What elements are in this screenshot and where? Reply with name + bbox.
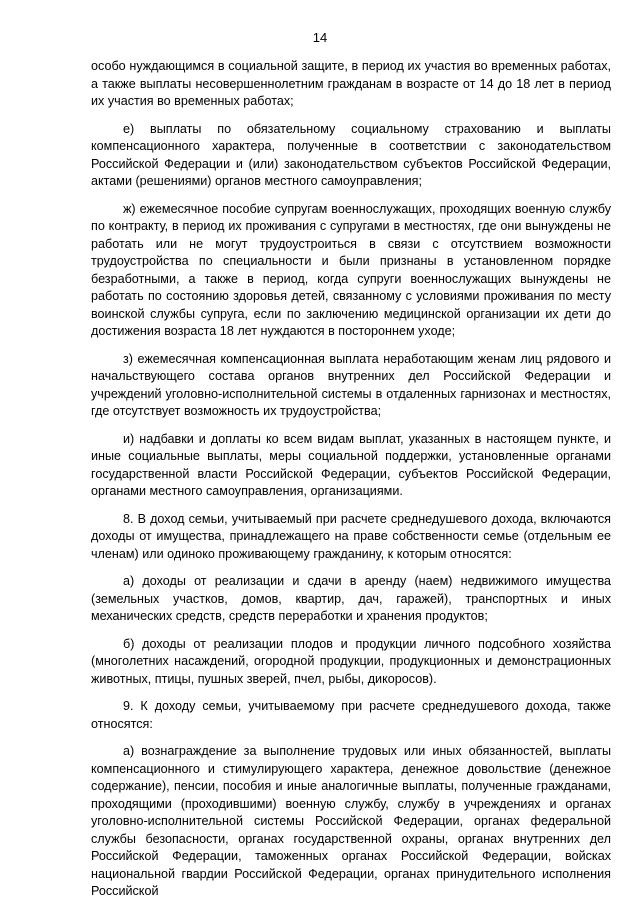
- paragraph-continuation: особо нуждающимся в социальной защите, в период их участия во временных работах, а также выплаты несовершеннолетним гражданам в возрасте от 14 до 18 лет в период их участия во временных работах;: [91, 59, 611, 108]
- paragraph-clause-9-a: а) вознаграждение за выполнение трудовых или иных обязанностей, выплаты компенсационного и стимулирующего характера, денежное довольствие (денежное содержание), пенсии, пособия и иные аналогичные выплаты, полученные гражданами, проходящими (проходившими) военную службу, службу в учреждениях и органах уголовно-исполнительной системы Российской Федерации, органах федеральной службы безопасности, органах государственной охраны, органах внутренних дел Российской Федерации, таможенных органах Российской Федерации, войсках национальной гвардии Российской Федерации, органах принудительного исполнения Российской: [91, 744, 611, 898]
- page-number: 14: [312, 30, 328, 45]
- paragraph-item-i: и) надбавки и доплаты ко всем видам выплат, указанных в настоящем пункте, и иные социальные выплаты, меры социальной поддержки, установленные органами государственной власти Российской Федерации, субъектов Российской Федерации, органами местного самоуправления, организациями.: [91, 431, 611, 498]
- paragraph-clause-8-a: а) доходы от реализации и сдачи в аренду (наем) недвижимого имущества (земельных участков, домов, квартир, дач, гаражей), транспортных и иных механических средств, средств переработки и хранения продуктов;: [91, 574, 611, 623]
- paragraph-item-z: з) ежемесячная компенсационная выплата неработающим женам лиц рядового и начальствующего состава органов внутренних дел Российской Федерации и учреждений уголовно-исполнительной системы в отдаленных гарнизонах и местностях, где отсутствует возможность их трудоустройства;: [91, 351, 611, 418]
- paragraph-clause-8: 8. В доход семьи, учитываемый при расчете среднедушевого дохода, включаются доходы от имущества, принадлежащего на праве собственности семье (отдельным ее членам) или одиноко проживающему гражданину, к которым относятся:: [91, 511, 611, 561]
- document-body: [91, 58, 611, 911]
- paragraph-item-zh: ж) ежемесячное пособие супругам военнослужащих, проходящих военную службу по контракту, в период их проживания с супругами в местностях, где они вынуждены не работать или не могут трудоустроиться в связи с отсутствием возможности трудоустройства по специальности и были признаны в установленном порядке безработными, а также в период, когда супруги военнослужащих вынуждены не работать по состоянию здоровья детей, связанному с условиями проживания по месту воинской службы супруга, если по заключению медицинской организации их дети до достижения возраста 18 лет нуждаются в постороннем уходе;: [91, 201, 611, 338]
- paragraph-clause-8-b: б) доходы от реализации плодов и продукции личного подсобного хозяйства (многолетних насаждений, огородной продукции, продукционных и демонстрационных животных, птицы, пушных зверей, пчел, рыбы, дикоросов).: [91, 636, 611, 686]
- paragraph-clause-9: 9. К доходу семьи, учитываемому при расчете среднедушевого дохода, также относятся:: [91, 699, 611, 731]
- paragraph-item-e: е) выплаты по обязательному социальному страхованию и выплаты компенсационного характера, полученные в соответствии с законодательством Российской Федерации и (или) законодательством субъектов Российской Федерации, актами (решениями) органов местного самоуправления;: [91, 121, 611, 188]
